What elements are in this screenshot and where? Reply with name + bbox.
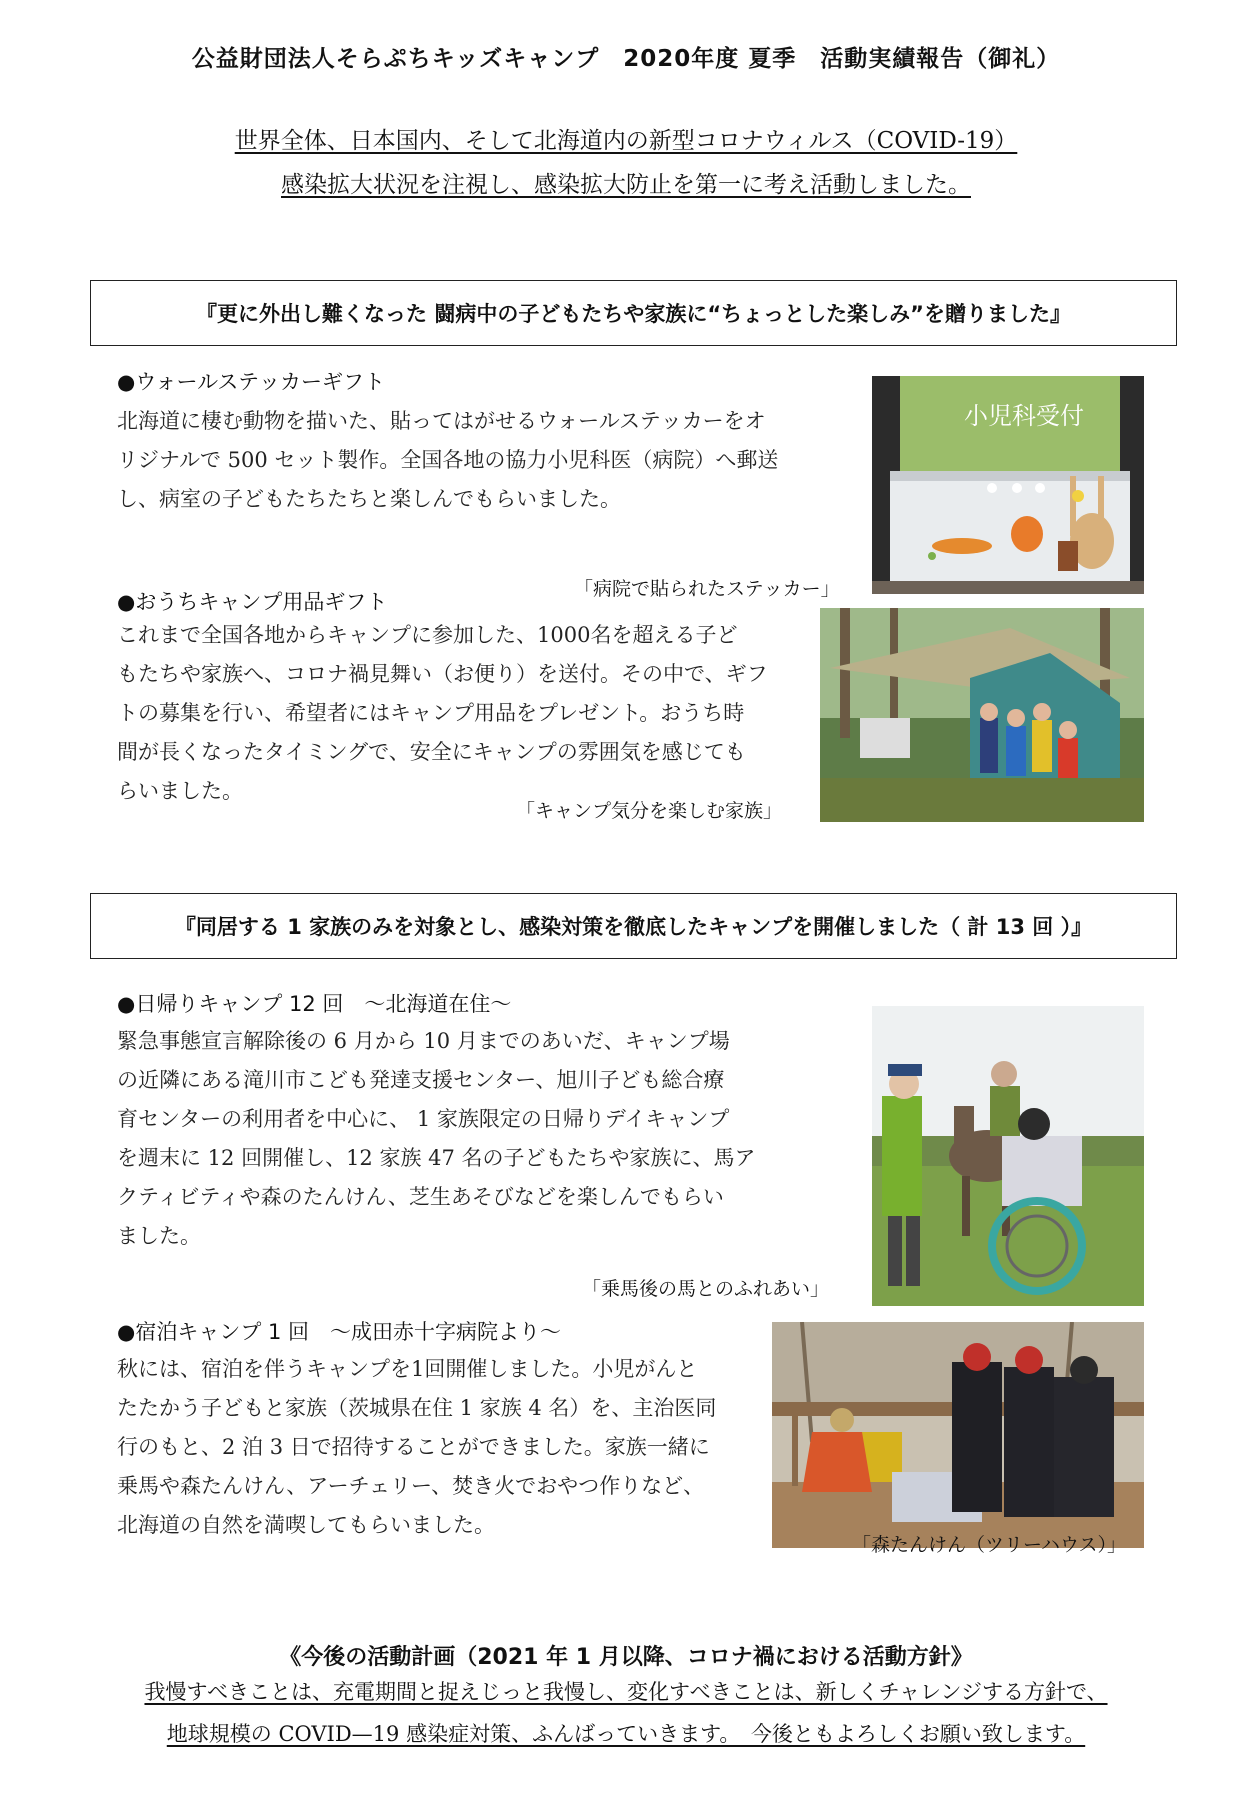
intro-line-1: 世界全体、日本国内、そして北海道内の新型コロナウィルス（COVID-19） [234, 128, 1018, 154]
wall-sticker-text: 北海道に棲む動物を描いた、貼ってはがせるウォールステッカーをオ リジナルで 500 セット製作。全国各地の協力小児科医（病院）へ郵送 し、病室の子どもたちたちと楽しんでもらいました。 [117, 409, 779, 511]
wall-sticker-heading: ●ウォールステッカーギフト [117, 370, 386, 394]
plan-line-1: 我慢すべきことは、充電期間と捉えじっと我慢し、変化すべきことは、新しくチャレンジする方針で、 [144, 1680, 1108, 1704]
overnight-camp-heading: ●宿泊キャンプ 1 回 ～成田赤十字病院より～ [117, 1320, 562, 1344]
sticker-caption: 「病院で貼られたステッカー」 [574, 578, 840, 600]
home-camp-text: これまで全国各地からキャンプに参加した、1000名を超える子ど もたちや家族へ、コロナ禍見舞い（お便り）を送付。その中で、ギフ トの募集を行い、希望者にはキャンプ用品をプレゼント。おうち時 間が長くなったタイミングで、安全にキャンプの雰囲気を感じても らいました。 [117, 623, 768, 803]
overnight-camp-text: 秋には、宿泊を伴うキャンプを1回開催しました。小児がんと たたかう子どもと家族（茨城県在住 1 家族 4 名）を、主治医同 行のもと、2 泊 3 日で招待することができました。家族一緒に 乗馬や森たんけん、アーチェリー、焚き火でおやつ作りなど、 北海道の自然を満喫してもらいました。 [117, 1357, 717, 1537]
home-camp-heading: ●おうちキャンプ用品ギフト [117, 590, 388, 614]
section2-banner: 『同居する 1 家族のみを対象とし、感染対策を徹底したキャンプを開催しました（ 計 13 回 ）』 [90, 893, 1177, 959]
day-camp-heading: ●日帰りキャンプ 12 回 ～北海道在住～ [117, 992, 512, 1016]
intro-line-2: 感染拡大状況を注視し、感染拡大防止を第一に考え活動しました。 [281, 172, 971, 198]
horse-caption: 「乗馬後の馬とのふれあい」 [582, 1278, 830, 1300]
page-title: 公益財団法人そらぷちキッズキャンプ 2020年度 夏季 活動実績報告（御礼） [191, 46, 1061, 72]
photo-sign-text: 小児科受付 [964, 402, 1084, 430]
treehouse-caption: 「森たんけん（ツリーハウス）」 [852, 1534, 1126, 1556]
day-camp-text: 緊急事態宣言解除後の 6 月から 10 月までのあいだ、キャンプ場 の近隣にある滝川市こども発達支援センター、旭川子ども総合療 育センターの利用者を中心に、 1 家族限定の日帰りデイキャンプ を週末に 12 回開催し、12 家族 47 名の子どもたちや家族に、馬ア クティビティや森のたんけん、芝生あそびなどを楽しんでもらい ました。 [117, 1029, 756, 1248]
plan-title: 《今後の活動計画（2021 年 1 月以降、コロナ禍における活動方針》 [279, 1645, 973, 1670]
camp-family-caption: 「キャンプ気分を楽しむ家族」 [516, 800, 783, 822]
section1-banner: 『更に外出し難くなった 闘病中の子どもたちや家族に“ちょっとした楽しみ”を贈りました』 [90, 280, 1177, 346]
sticker-photo [872, 376, 1144, 594]
treehouse-photo [772, 1322, 1144, 1548]
plan-line-2: 地球規模の COVID—19 感染症対策、ふんばっていきます。 今後ともよろしくお願い致します。 [166, 1722, 1086, 1746]
horse-photo [872, 1006, 1144, 1306]
camp-family-photo [820, 608, 1144, 822]
